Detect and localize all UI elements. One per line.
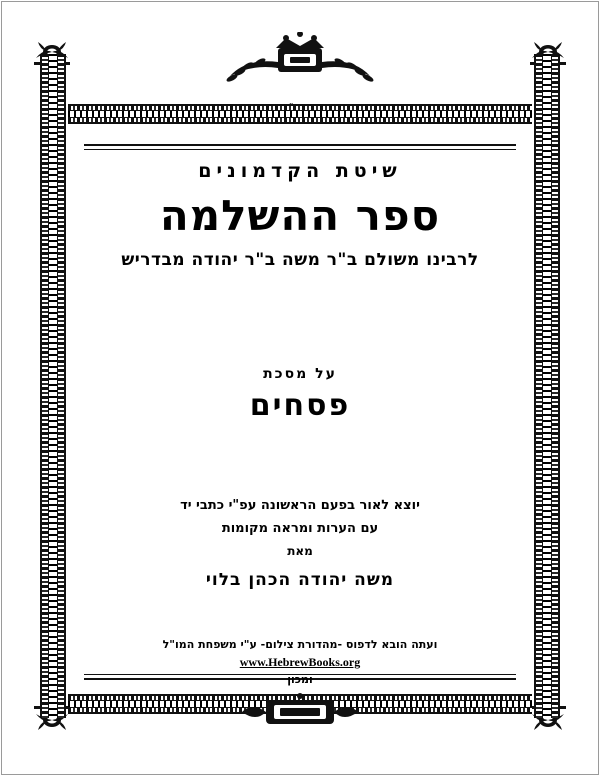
frame-column-right-inner <box>542 54 552 718</box>
series-title: שיטת הקדמונים <box>198 160 402 182</box>
scroll-ornament-icon <box>240 692 360 732</box>
publication-line-2: עם הערות ומראה מקומות <box>221 521 379 537</box>
publication-block <box>78 495 522 595</box>
imprint-line-2: ומכון <box>287 673 313 687</box>
author-attribution: לרבינו משולם ב"ר משה ב"ר יהודה מבדריש <box>121 250 479 271</box>
frame-bar-top-inner <box>68 110 532 118</box>
title-text-block <box>78 160 522 688</box>
publication-byline: מאת <box>287 543 313 558</box>
publication-line-1: יוצא לאור בפעם הראשונה עפ"י כתבי יד <box>180 498 420 514</box>
frame-column-left <box>40 54 66 718</box>
tractate-name: פסחים <box>249 388 351 424</box>
page-title: ספר ההשלמה <box>159 191 441 240</box>
frame-column-right <box>534 54 560 718</box>
imprint-block <box>78 636 522 689</box>
crown-laurel-ornament-icon <box>190 32 410 106</box>
tractate-block <box>78 366 522 423</box>
imprint-line-1: ועתה הובא לדפוס -מהדורת צילום- ע"י משפחת המו"ל <box>162 637 438 651</box>
tractate-prefix: על מסכת <box>263 366 337 383</box>
frame-bar-top <box>68 104 532 124</box>
hebrewbooks-url[interactable]: www.HebrewBooks.org <box>239 654 361 669</box>
frame-column-left-inner <box>48 54 58 718</box>
editor-name: משה יהודה הכהן בלוי <box>205 569 395 590</box>
